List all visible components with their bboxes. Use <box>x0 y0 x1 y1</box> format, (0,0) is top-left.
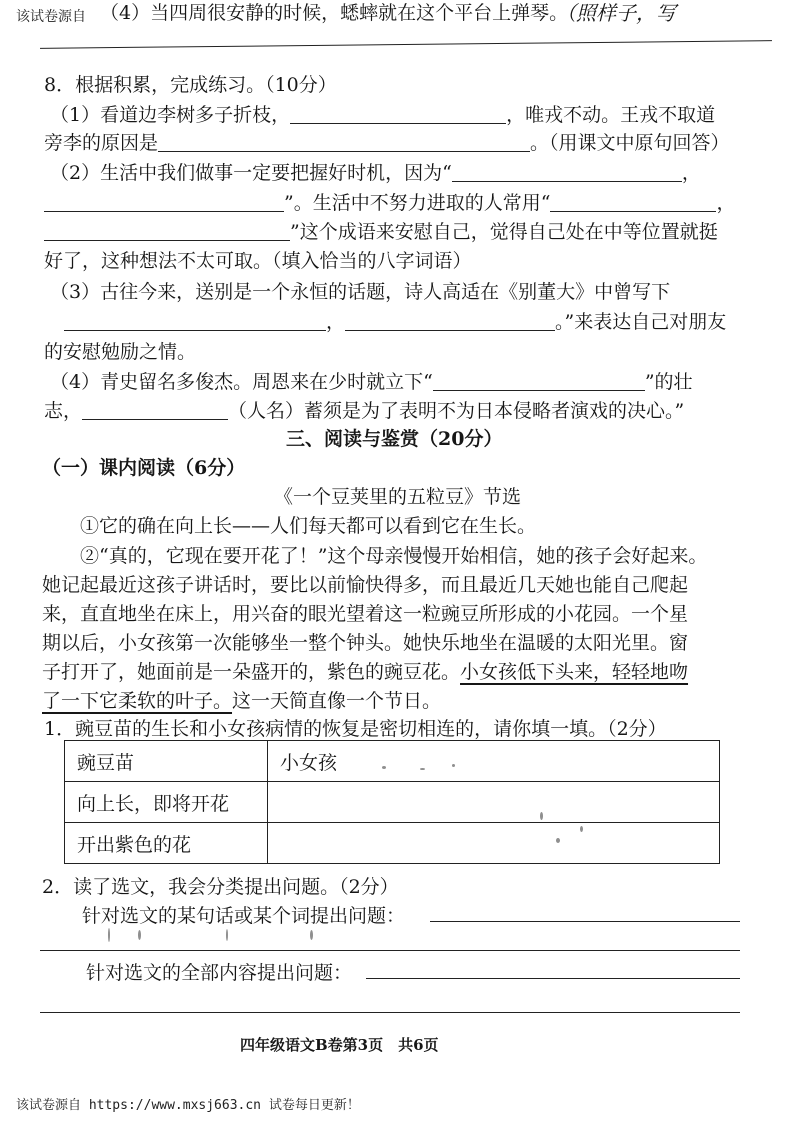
scan-mark <box>420 768 425 770</box>
q8-4-line2 <box>44 398 684 424</box>
scan-mark <box>138 930 141 940</box>
q8-2-line4: 好了，这种想法不太可取。（填入恰当的八字词语） <box>44 250 472 272</box>
scan-mark <box>556 838 560 843</box>
q8-2-text-e: ”这个成语来安慰自己，觉得自己处在中等位置就挺 <box>290 221 718 243</box>
q8-4-text-d: （人名）蓄须是为了表明不为日本侵略者演戏的决心。” <box>228 400 685 422</box>
q7-line-4: （4）当四周很安静的时候，蟋蟀就在这个平台上弹琴。 <box>100 2 569 24</box>
q8-2-text-a: （2）生活中我们做事一定要把握好时机，因为“ <box>50 162 452 184</box>
passage-para-2-line-1: ②“真的，它现在要开花了！”这个母亲慢慢开始相信，她的孩子会好起来。 <box>80 545 708 567</box>
page-footer: 四年级语文B卷第3页 共6页 <box>240 1036 439 1054</box>
q8-title: 8．根据积累，完成练习。（10分） <box>44 74 337 96</box>
q8-1-line2 <box>44 130 730 156</box>
passage-para-2-line-2: 她记起最近这孩子讲话时，要比以前愉快得多，而且最近几天她也能自己爬起 <box>42 574 689 596</box>
q8-1-text-c: 旁李的原因是 <box>44 132 159 154</box>
q8-3-text-b: ， <box>326 311 346 333</box>
source-note-top: 该试卷源自 <box>16 9 86 25</box>
table-header-cell: 豌豆苗 <box>65 741 268 782</box>
table-header-cell: 小女孩 <box>268 741 720 782</box>
scan-mark <box>310 930 313 940</box>
q1-title: 1．豌豆苗的生长和小女孩病情的恢复是密切相连的，请你填一填。（2分） <box>44 718 667 740</box>
passage-para-2-line-3: 来，直直地坐在床上，用兴奋的眼光望着这一粒豌豆所形成的小花园。一个星 <box>42 603 689 625</box>
q2-title: 2．读了选文，我会分类提出问题。（2分） <box>42 876 399 898</box>
q8-1-text-d: 。（用课文中原句回答） <box>530 132 730 154</box>
q8-2-line2 <box>44 190 735 216</box>
fill-in-table <box>64 740 720 864</box>
scan-mark <box>226 929 228 941</box>
q8-1-text-b: ，唯戎不动。王戎不取道 <box>506 104 716 126</box>
q8-3-blank-1[interactable] <box>64 312 326 331</box>
q8-2-blank-3[interactable] <box>550 193 716 212</box>
q8-4-text-a: （4）青史留名多俊杰。周恩来在少时就立下“ <box>50 371 433 393</box>
scan-mark <box>540 812 543 820</box>
q8-2-blank-1[interactable] <box>452 163 682 182</box>
table-row <box>65 741 720 782</box>
q8-3-line3: 的安慰勉励之情。 <box>44 341 197 363</box>
passage-underlined-a: 小女孩低下头来，轻轻地吻 <box>460 661 689 683</box>
passage-para-1: ①它的确在向上长——人们每天都可以看到它在生长。 <box>80 515 537 537</box>
passage-para-2-line-5 <box>42 659 688 685</box>
q8-2-text-b: ， <box>681 162 701 184</box>
table-cell: 开出紫色的花 <box>65 823 268 864</box>
scan-mark <box>452 764 455 767</box>
scan-mark <box>382 766 386 769</box>
q8-2-line1 <box>50 160 701 186</box>
q8-1-blank-1[interactable] <box>290 105 506 124</box>
q8-1-line1 <box>50 102 715 128</box>
q8-4-blank-1[interactable] <box>433 372 645 391</box>
q8-4-text-b: ”的壮 <box>644 371 693 393</box>
q8-4-line1 <box>50 369 693 395</box>
passage-title: 《一个豆荚里的五粒豆》节选 <box>274 486 522 508</box>
section3-subtitle-1: （一）课内阅读（6分） <box>42 457 246 479</box>
answer-line-top <box>40 40 772 49</box>
q8-3-line2 <box>64 309 726 335</box>
answer-cell[interactable] <box>268 782 720 823</box>
section3-title: 三、阅读与鉴赏（20分） <box>286 428 503 450</box>
passage-para-2-line-6 <box>42 688 441 714</box>
q2-prompt-2: 针对选文的全部内容提出问题： <box>86 962 353 984</box>
table-cell: 向上长，即将开花 <box>65 782 268 823</box>
q8-2-text-c: ”。生活中不努力进取的人常用“ <box>284 192 551 214</box>
q2-prompt-1: 针对选文的某句话或某个词提出问题： <box>82 905 406 927</box>
q8-3-line1: （3）古往今来，送别是一个永恒的话题，诗人高适在《别董大》中曾写下 <box>50 281 671 303</box>
q8-2-text-d: ， <box>716 192 736 214</box>
q8-2-line3 <box>44 219 718 245</box>
q8-2-blank-4[interactable] <box>44 222 290 241</box>
handwritten-note: （照样子，写 <box>556 1 676 25</box>
q8-3-blank-2[interactable] <box>345 312 555 331</box>
q2-answer-line-3[interactable] <box>366 978 740 979</box>
table-row <box>65 823 720 864</box>
passage-text-end: 这一天简直像一个节日。 <box>232 690 442 712</box>
q2-answer-line-4[interactable] <box>40 1012 740 1013</box>
q2-answer-line-1[interactable] <box>430 921 740 922</box>
passage-underlined-b: 了一下它柔软的叶子。 <box>42 690 233 712</box>
q8-1-blank-2[interactable] <box>158 133 530 152</box>
source-watermark: 该试卷源自 https://www.mxsj663.cn 试卷每日更新！ <box>16 1098 360 1113</box>
q8-3-text-c: 。”来表达自己对朋友 <box>555 311 727 333</box>
passage-text-plain: 子打开了，她面前是一朵盛开的，紫色的豌豆花。 <box>42 661 461 683</box>
q8-1-text-a: （1）看道边李树多子折枝， <box>50 104 291 126</box>
q8-4-text-c: 志， <box>44 400 83 422</box>
q8-4-blank-2[interactable] <box>82 401 228 420</box>
table-row <box>65 782 720 823</box>
q8-2-blank-2[interactable] <box>44 193 284 212</box>
answer-cell[interactable] <box>268 823 720 864</box>
q2-answer-line-2[interactable] <box>40 950 740 951</box>
scan-mark <box>108 928 110 942</box>
passage-para-2-line-4: 期以后，小女孩第一次能够坐一整个钟头。她快乐地坐在温暖的太阳光里。窗 <box>42 632 689 654</box>
scan-mark <box>580 826 583 832</box>
